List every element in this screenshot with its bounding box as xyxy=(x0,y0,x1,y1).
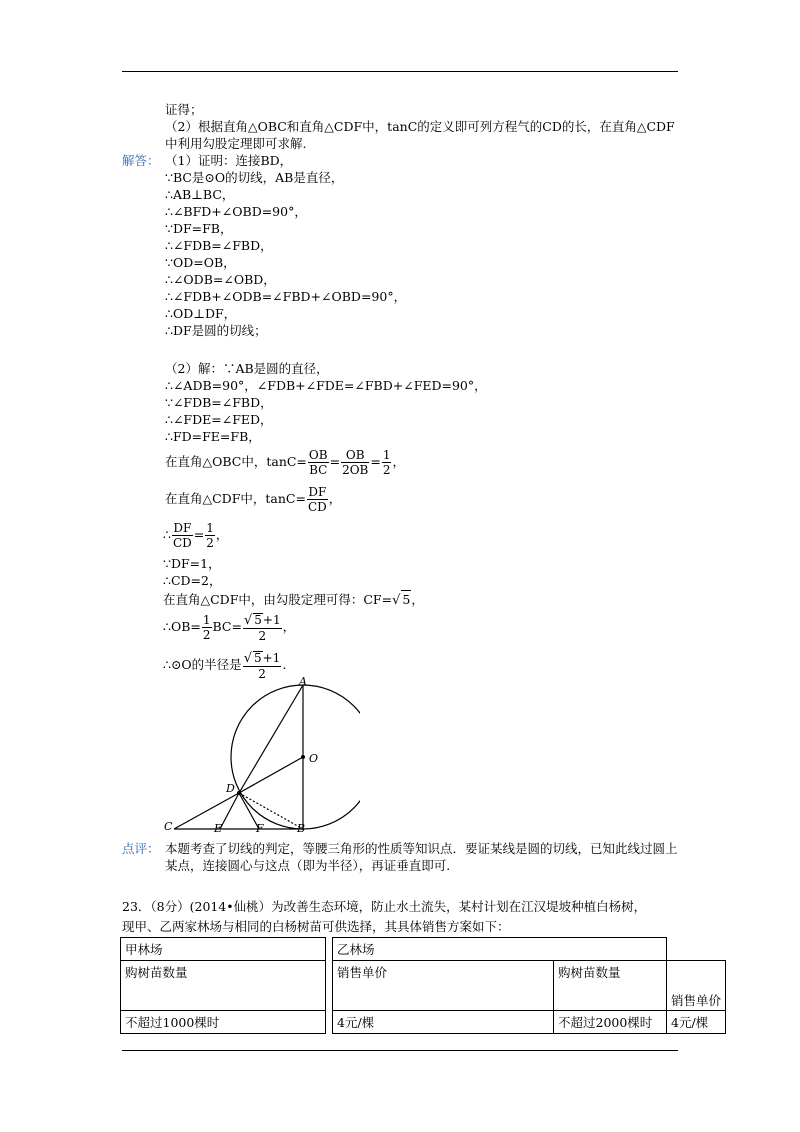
answer-line: ∵BC是⊙O的切线，AB是直径， xyxy=(165,170,344,185)
answer-line: （2）解：∵AB是圆的直径， xyxy=(165,361,329,376)
equation-ratio: ∴ $\frac{DF}{CD}$ = $\frac{1}{2}$ ， xyxy=(163,521,229,550)
numerator xyxy=(243,613,282,629)
label-d: D xyxy=(226,782,235,795)
eq-text: +1 xyxy=(262,651,281,665)
table-cell: 不超过2000棵时 xyxy=(554,1011,667,1034)
table-gap xyxy=(326,1011,333,1034)
comment-label: 点评： xyxy=(122,841,160,856)
answer-line: ∴FD=FE=FB， xyxy=(165,429,261,444)
numerator xyxy=(243,651,282,667)
label-c: C xyxy=(164,820,173,833)
table-row xyxy=(121,938,726,961)
analysis-line-1: 证得； xyxy=(165,102,203,117)
fraction xyxy=(172,522,193,549)
table-cell: 甲林场 xyxy=(121,938,326,961)
fraction xyxy=(382,449,392,476)
numerator: 1 xyxy=(206,521,214,535)
table-row xyxy=(121,961,726,1011)
denominator: CD xyxy=(172,536,192,550)
bottom-rule xyxy=(122,1050,678,1051)
eq-text: ， xyxy=(282,619,296,634)
point-o xyxy=(301,755,305,759)
table-cell: 销售单价 xyxy=(333,961,554,1011)
eq-text: . xyxy=(282,657,287,672)
circle-o xyxy=(231,685,360,829)
table-cell: 不超过1000棵时 xyxy=(121,1011,326,1034)
radicand: 5 xyxy=(402,592,411,607)
geometry-figure xyxy=(160,672,360,834)
eq-text: ， xyxy=(411,592,424,607)
fraction xyxy=(341,449,369,476)
point-d xyxy=(237,791,241,795)
answer-line: ∴AB⊥BC， xyxy=(165,187,235,202)
answer-line: ∴DF是圆的切线； xyxy=(165,323,267,338)
eq-text: 在直角△OBC中，tanC= xyxy=(165,454,307,469)
numerator: DF xyxy=(173,521,192,535)
answer-line: ∴∠FDE=∠FED， xyxy=(165,412,273,427)
eq-text: BC= xyxy=(212,619,242,634)
numerator: OB xyxy=(341,449,369,463)
eq-text: ∴OB= xyxy=(163,619,201,634)
denominator: 2 xyxy=(382,463,391,477)
answer-line: ∴OD⊥DF， xyxy=(165,306,237,321)
answer-line: ∴∠ADB=90°，∠FDB+∠FDE=∠FBD+∠FED=90°， xyxy=(165,378,487,393)
analysis-line-2: （2）根据直角△OBC和直角△CDF中，tanC的定义即可列方程气的CD的长，在直角△CDF xyxy=(165,119,675,134)
answer-line: ∴∠ODB=∠OBD， xyxy=(165,272,276,287)
top-rule xyxy=(122,71,678,72)
table-row xyxy=(121,1011,726,1034)
fraction xyxy=(307,486,328,513)
sqrt-sign: √ xyxy=(243,613,253,628)
equation-cf xyxy=(163,590,424,609)
denominator: 2OB xyxy=(342,463,369,477)
radicand: 5 xyxy=(254,613,262,627)
answer-line: ∵DF=FB， xyxy=(165,221,233,236)
label-e: E xyxy=(214,822,223,834)
table-cell xyxy=(667,938,726,961)
table-cell: 购树苗数量 xyxy=(554,961,667,1011)
answer-line: ∵∠FDB=∠FBD， xyxy=(165,395,273,410)
table-cell: 4元/棵 xyxy=(667,1011,726,1034)
segment-ad xyxy=(239,685,303,793)
denominator: 2 xyxy=(258,629,267,643)
analysis-line-3: 中利用勾股定理即可求解. xyxy=(165,136,307,151)
label-f: F xyxy=(256,822,264,834)
fraction xyxy=(243,613,282,642)
equation-tan-cdf xyxy=(165,486,341,513)
equation-tan-obc: 在直角△OBC中，tanC= $\frac{OB}{BC}$ = $\frac{OB}{2OB}$ = $\frac{1}{2}$ ， xyxy=(165,448,405,477)
eq-text: 在直角△CDF中，由勾股定理可得：CF= xyxy=(163,592,393,607)
eq-text: ， xyxy=(215,527,229,542)
fraction xyxy=(202,614,212,641)
eq-text: ∴⊙O的半径是 xyxy=(163,657,242,672)
table-cell: 4元/棵 xyxy=(333,1011,554,1034)
radicand: 5 xyxy=(253,651,262,665)
numerator: OB xyxy=(308,448,328,462)
table-gap xyxy=(326,961,333,1011)
comment-line-1: 本题考查了切线的判定，等腰三角形的性质等知识点．要证某线是圆的切线，已知此线过圆上 xyxy=(165,841,678,856)
pricing-table xyxy=(120,937,726,1034)
answer-line: ∴∠FDB=∠FBD， xyxy=(165,238,273,253)
table-cell xyxy=(667,961,726,1011)
numerator: 1 xyxy=(382,448,391,462)
label-a: A xyxy=(299,675,307,688)
denominator: 2 xyxy=(206,536,214,550)
denominator: 2 xyxy=(258,667,266,681)
answer-line: ∴CD=2， xyxy=(163,573,222,588)
label-o: O xyxy=(309,752,319,765)
table-cell: 乙林场 xyxy=(333,938,667,961)
eq-text: 在直角△CDF中，tanC= xyxy=(165,491,306,506)
fraction xyxy=(205,522,215,549)
numerator: 1 xyxy=(202,613,211,627)
table-gap xyxy=(326,938,333,961)
eq-text: +1 xyxy=(262,613,281,627)
answer-line: （1）证明：连接BD， xyxy=(165,153,293,168)
comment-line-2: 某点，连接圆心与这点（即为半径），再证垂直即可. xyxy=(165,858,451,873)
eq-text: ， xyxy=(328,491,342,506)
question-line-1: 23．（8分）(2014•仙桃）为改善生态环境，防止水土流失，某村计划在江汉堤坡种植白杨树， xyxy=(122,899,647,914)
answer-line: ∵OD=OB， xyxy=(165,255,236,270)
sqrt-sign: √ xyxy=(392,593,401,608)
sqrt-sign: √ xyxy=(243,651,252,666)
label-b: B xyxy=(297,822,306,834)
denominator: CD xyxy=(307,500,327,514)
answer-line: ∴∠FDB+∠ODB=∠FBD+∠OBD=90°， xyxy=(165,289,407,304)
answer-line: ∴∠BFD+∠OBD=90°， xyxy=(165,204,307,219)
equation-ob xyxy=(163,613,295,642)
numerator: DF xyxy=(308,485,327,499)
answer-line: ∵DF=1， xyxy=(163,556,221,571)
eq-text: ， xyxy=(392,454,405,469)
denominator: 2 xyxy=(202,628,211,642)
cell-text: 销售单价 xyxy=(671,993,722,1008)
table-cell: 购树苗数量 xyxy=(121,961,326,1011)
question-line-2: 现甲、乙两家林场与相同的白杨树苗可供选择，其具体销售方案如下： xyxy=(122,919,510,934)
answer-label: 解答： xyxy=(122,153,160,168)
eq-text: ∴ xyxy=(163,527,171,542)
denominator: BC xyxy=(309,463,328,477)
fraction xyxy=(308,449,329,476)
segment-od xyxy=(239,757,303,793)
